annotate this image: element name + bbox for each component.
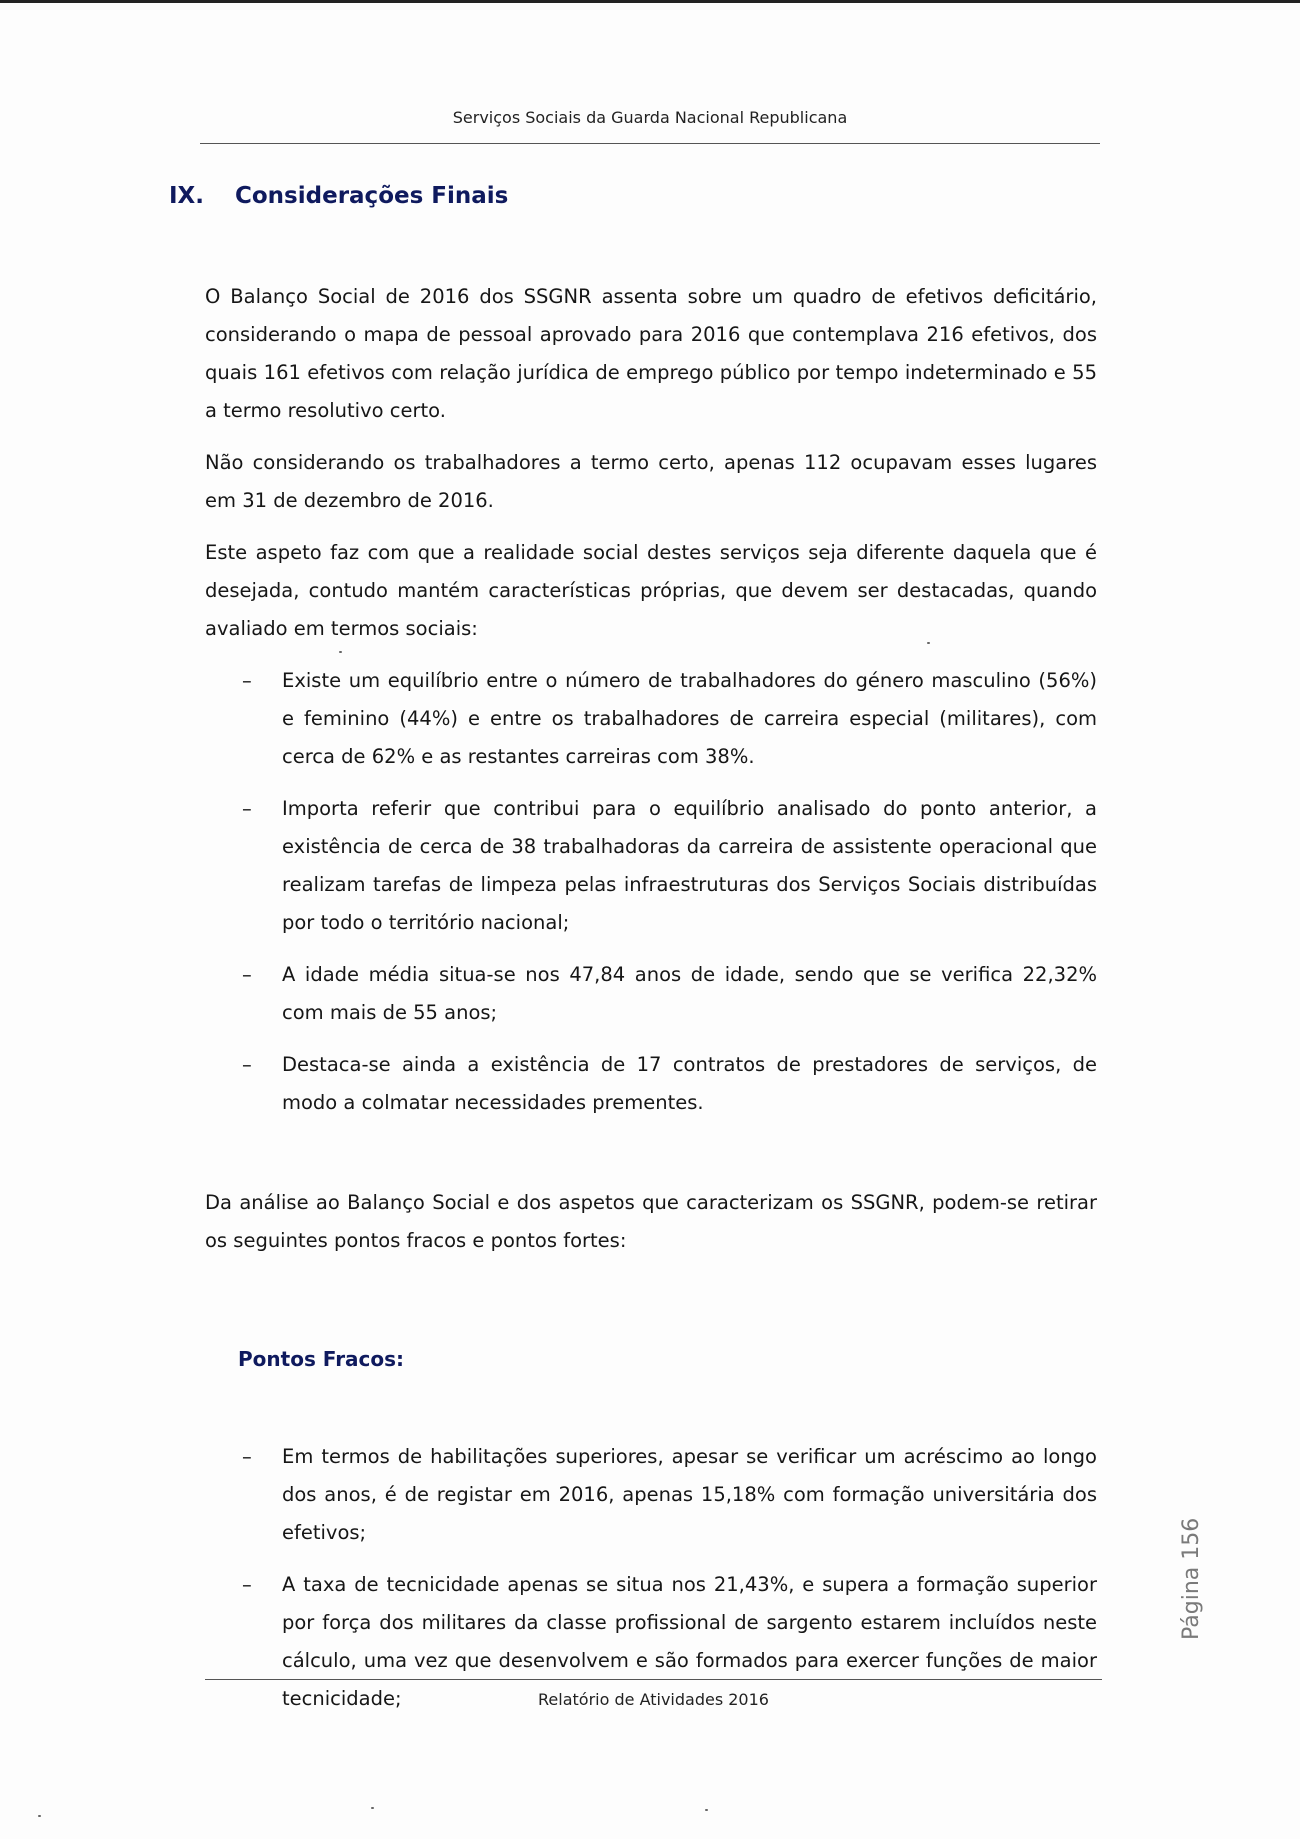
scan-speck — [339, 651, 342, 653]
running-header: Serviços Sociais da Guarda Nacional Republicana — [452, 108, 848, 127]
list-item — [205, 956, 1097, 1032]
running-footer: Relatório de Atividades 2016 — [538, 1690, 769, 1709]
dash-bullet: – — [242, 669, 252, 692]
dash-bullet: – — [242, 1573, 252, 1596]
body-text — [205, 278, 1097, 1732]
dash-bullet: – — [242, 963, 252, 986]
list-item — [205, 1438, 1097, 1552]
scan-speck — [371, 1807, 374, 1809]
list-item-text: A idade média situa-se nos 47,84 anos de idade, sendo que se verifica 22,32% com mais de 55 anos; — [282, 963, 1097, 1024]
paragraph: Não considerando os trabalhadores a termo certo, apenas 112 ocupavam esses lugares em 31 de dezembro de 2016. — [205, 451, 1097, 512]
paragraph: Da análise ao Balanço Social e dos aspetos que caracterizam os SSGNR, podem-se retirar os seguintes pontos fracos e pontos fortes: — [205, 1191, 1097, 1252]
scan-edge — [0, 0, 1300, 3]
header-rule — [200, 143, 1100, 144]
dash-bullet: – — [242, 1445, 252, 1468]
list-item-text: A taxa de tecnicidade apenas se situa nos 21,43%, e supera a formação superior por força dos militares da classe profissional de sargento estarem incluídos neste cálculo, uma vez que desenvolvem e são formados para exercer funções de maior tecnicidade; — [282, 1573, 1097, 1710]
section-heading — [169, 183, 508, 209]
list-item-text: Destaca-se ainda a existência de 17 contratos de prestadores de serviços, de modo a colmatar necessidades prementes. — [282, 1053, 1097, 1114]
list-item-text: Em termos de habilitações superiores, apesar se verificar um acréscimo ao longo dos anos, é de registar em 2016, apenas 15,18% com formação universitária dos efetivos; — [282, 1445, 1097, 1544]
paragraph: O Balanço Social de 2016 dos SSGNR assenta sobre um quadro de efetivos deficitário, considerando o mapa de pessoal aprovado para 2016 que contemplava 216 efetivos, dos quais 161 efetivos com relação jurídica de emprego público por tempo indeterminado e 55 a termo resolutivo certo. — [205, 285, 1097, 422]
scan-speck — [927, 642, 930, 644]
list-item — [205, 662, 1097, 776]
scan-speck — [705, 1809, 708, 1811]
scan-speck — [38, 1815, 41, 1817]
section-title: Considerações Finais — [235, 183, 509, 209]
weak-points-list — [205, 1438, 1097, 1718]
list-item — [205, 790, 1097, 942]
weak-points-heading: Pontos Fracos: — [238, 1347, 405, 1371]
dash-bullet: – — [242, 1053, 252, 1076]
footer-rule — [205, 1679, 1102, 1680]
dash-bullet: – — [242, 797, 252, 820]
section-number: IX. — [169, 183, 205, 209]
list-item-text: Importa referir que contribui para o equilíbrio analisado do ponto anterior, a existência de cerca de 38 trabalhadoras da carreira de assistente operacional que realizam tarefas de limpeza pelas infraestruturas dos Serviços Sociais distribuídas por todo o território nacional; — [282, 797, 1097, 934]
list-item-text: Existe um equilíbrio entre o número de trabalhadores do género masculino (56%) e feminino (44%) e entre os trabalhadores de carreira especial (militares), com cerca de 62% e as restantes carreiras com 38%. — [282, 669, 1097, 768]
paragraph: Este aspeto faz com que a realidade social destes serviços seja diferente daquela que é desejada, contudo mantém características próprias, que devem ser destacadas, quando avaliado em termos sociais: — [205, 541, 1097, 640]
characteristics-list — [205, 662, 1097, 1122]
list-item — [205, 1046, 1097, 1122]
page-number-vertical: Página 156 — [1179, 1517, 1204, 1640]
